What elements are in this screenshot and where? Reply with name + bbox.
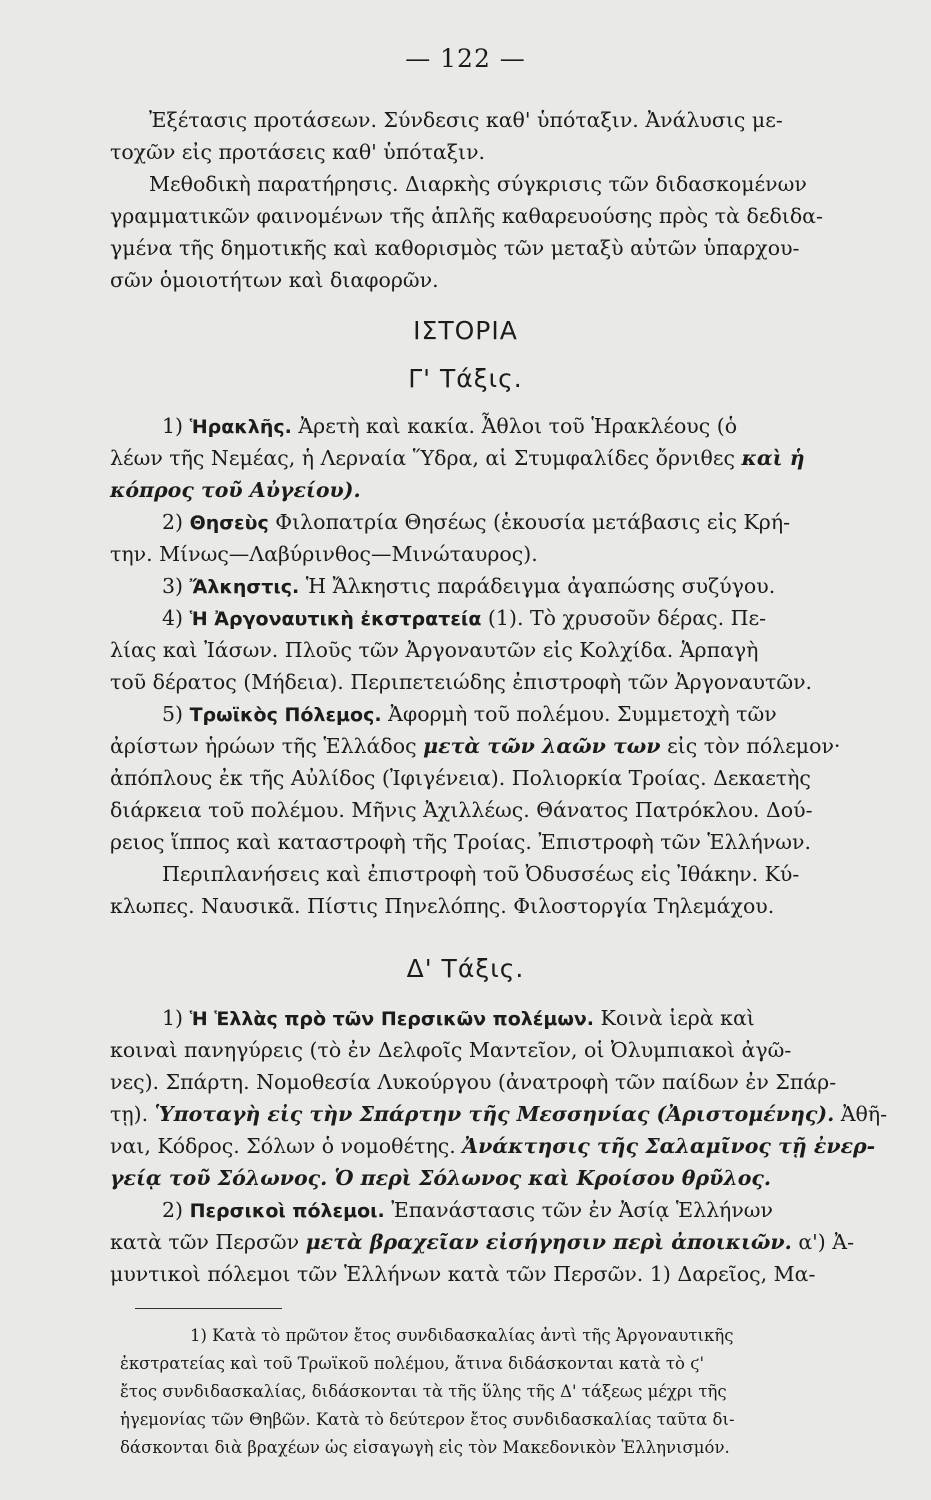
list-item (0, 1198, 931, 1223)
item-text: ναι, Κόδρος. Σόλων ὁ νομοθέτης. (110, 1134, 456, 1158)
list-item-line (0, 478, 931, 502)
footnote-line: ἐκστρατείας καὶ τοῦ Τρωϊκοῦ πολέμου, ἅτινα διδάσκονται κατὰ τὸ ϛ' (120, 1354, 705, 1373)
footnote-ref: (1). (487, 606, 524, 630)
item-number: 5) (162, 702, 184, 726)
item-italic-text: κόπρος τοῦ Αὐγείου). (110, 478, 361, 502)
list-item-line: τοῦ δέρατος (Μήδεια). Περιπετειώδης ἐπιστροφὴ τῶν Ἀργοναυτῶν. (110, 670, 813, 694)
footnote-line: ἡγεμονίας τῶν Θηβῶν. Κατὰ τὸ δεύτερον ἔτος συνδιδασκαλίας ταῦτα δι- (120, 1410, 735, 1429)
item-number: 1) (162, 1006, 184, 1030)
item-text: Ἐπανάστασις τῶν ἐν Ἀσίᾳ Ἑλλήνων (391, 1198, 773, 1222)
item-heading: Ἄλκηστις. (189, 576, 300, 598)
item-text: Ἀρετὴ καὶ κακία. Ἆθλοι τοῦ Ἡρακλέους (ὁ (298, 414, 738, 438)
list-item-line: νες). Σπάρτη. Νομοθεσία Λυκούργου (ἀνατροφὴ τῶν παίδων ἐν Σπάρ- (110, 1070, 837, 1094)
list-item-line (0, 446, 931, 470)
list-item (0, 606, 931, 631)
list-item (0, 414, 931, 439)
item-text: τῃ). (110, 1102, 149, 1126)
list-item-line (0, 1230, 931, 1254)
list-item (0, 702, 931, 727)
item-heading: Ἡρακλῆς. (189, 416, 292, 438)
item-heading: Ἡ Ἀργοναυτικὴ ἐκστρατεία (189, 608, 482, 630)
item-text: Φιλοπατρία Θησέως (ἑκουσία μετάβασις εἰς Κρή- (275, 510, 791, 534)
list-item-line (0, 1166, 931, 1190)
item-heading: Ἡ Ἑλλὰς πρὸ τῶν Περσικῶν πολέμων. (189, 1008, 595, 1030)
section-title: ΙΣΤΟΡΙΑ (413, 316, 518, 345)
item-text: Τὸ χρυσοῦν δέρας. Πε- (530, 606, 767, 630)
item-text: Κοινὰ ἱερὰ καὶ (600, 1006, 755, 1030)
intro-line: γμένα τῆς δημοτικῆς καὶ καθορισμὸς τῶν μεταξὺ αὐτῶν ὑπαρχου- (110, 236, 800, 260)
list-item-line: λίας καὶ Ἰάσων. Πλοῦς τῶν Ἀργοναυτῶν εἰς Κολχίδα. Ἁρπαγὴ (110, 638, 759, 662)
item-number: 2) (162, 1198, 184, 1222)
item-heading: Θησεὺς (189, 512, 269, 534)
list-item-line: διάρκεια τοῦ πολέμου. Μῆνις Ἀχιλλέως. Θάνατος Πατρόκλου. Δού- (110, 798, 813, 822)
list-item-line: ρειος ἵππος καὶ καταστροφὴ τῆς Τροίας. Ἐπιστροφὴ τῶν Ἑλλήνων. (110, 830, 811, 854)
item-italic-text: Ἀνάκτησις τῆς Σαλαμῖνος τῇ ἐνερ- (462, 1134, 876, 1158)
list-item-line: την. Μίνως—Λαβύρινθος—Μινώταυρος). (110, 542, 538, 566)
item-italic-text: γείᾳ τοῦ Σόλωνος. Ὁ περὶ Σόλωνος καὶ Κροίσου θρῦλος. (110, 1166, 771, 1190)
intro-line: σῶν ὁμοιοτήτων καὶ διαφορῶν. (110, 268, 439, 292)
item-text: Ἀθῆ- (840, 1102, 888, 1126)
item-number: 2) (162, 510, 184, 534)
item-text: εἰς τὸν πόλεμον· (667, 734, 841, 758)
page-number: — 122 — (405, 44, 526, 73)
item-text: κατὰ τῶν Περσῶν (110, 1230, 300, 1254)
item-italic-text: καὶ ἡ (741, 446, 805, 470)
list-item (0, 510, 931, 535)
list-item-line (0, 734, 931, 758)
list-item-line: μυντικοὶ πόλεμοι τῶν Ἑλλήνων κατὰ τῶν Περσῶν. 1) Δαρεῖος, Μα- (110, 1262, 816, 1286)
item-text: ἀρίστων ἡρώων τῆς Ἑλλάδος (110, 734, 417, 758)
footnote-line: δάσκονται διὰ βραχέων ὡς εἰσαγωγὴ εἰς τὸν Μακεδονικὸν Ἑλληνισμόν. (120, 1438, 730, 1457)
footnote-line: 1) Κατὰ τὸ πρῶτον ἔτος συνδιδασκαλίας ἀντὶ τῆς Ἀργοναυτικῆς (190, 1326, 734, 1345)
list-item-line: ἀπόπλους ἐκ τῆς Αὐλίδος (Ἰφιγένεια). Πολιορκία Τροίας. Δεκαετὴς (110, 766, 811, 790)
item-italic-text: Ὑποταγὴ εἰς τὴν Σπάρτην τῆς Μεσσηνίας (Ἀριστομένης). (154, 1102, 835, 1126)
footnote-line: ἔτος συνδιδασκαλίας, διδάσκονται τὰ τῆς ὕλης τῆς Δ' τάξεως μέχρι τῆς (120, 1382, 727, 1401)
item-italic-text: μετὰ τῶν λαῶν των (423, 734, 661, 758)
item-number: 4) (162, 606, 184, 630)
item-number: 3) (162, 574, 184, 598)
intro-line: Ἐξέτασις προτάσεων. Σύνδεσις καθ' ὑπόταξιν. Ἀνάλυσις με- (149, 108, 783, 132)
intro-line: τοχῶν εἰς προτάσεις καθ' ὑπόταξιν. (110, 140, 486, 164)
list-item-line (0, 1102, 931, 1126)
list-item (0, 574, 931, 599)
item-text: Ἡ Ἄλκηστις παράδειγμα ἀγαπώσης συζύγου. (305, 574, 776, 598)
item-number: 1) (162, 414, 184, 438)
footnote-divider (135, 1308, 282, 1309)
item-heading: Τρωϊκὸς Πόλεμος. (189, 704, 382, 726)
grade-c-title: Γ' Τάξις. (408, 364, 523, 393)
list-item-line: κοιναὶ πανηγύρεις (τὸ ἐν Δελφοῖς Μαντεῖον, οἱ Ὀλυμπιακοὶ ἀγῶ- (110, 1038, 792, 1062)
list-item-line (0, 1134, 931, 1158)
item-text: α') Ἀ- (798, 1230, 855, 1254)
grade-d-title: Δ' Τάξις. (406, 954, 525, 983)
list-item (0, 1006, 931, 1031)
intro-line: γραμματικῶν φαινομένων τῆς ἁπλῆς καθαρευούσης πρὸς τὰ δεδιδα- (110, 204, 823, 228)
item-text: λέων τῆς Νεμέας, ἡ Λερναία Ὕδρα, αἱ Στυμφαλίδες ὄρνιθες (110, 446, 735, 470)
item-text: Ἀφορμὴ τοῦ πολέμου. Συμμετοχὴ τῶν (388, 702, 777, 726)
list-item-line: κλωπες. Ναυσικᾶ. Πίστις Πηνελόπης. Φιλοστοργία Τηλεμάχου. (110, 894, 775, 918)
item-italic-text: μετὰ βραχεῖαν εἰσήγησιν περὶ ἀποικιῶν. (305, 1230, 792, 1254)
list-item-line: Περιπλανήσεις καὶ ἐπιστροφὴ τοῦ Ὀδυσσέως εἰς Ἰθάκην. Κύ- (162, 862, 800, 886)
intro-line: Μεθοδικὴ παρατήρησις. Διαρκὴς σύγκρισις τῶν διδασκομένων (149, 172, 807, 196)
item-heading: Περσικοὶ πόλεμοι. (189, 1200, 385, 1222)
